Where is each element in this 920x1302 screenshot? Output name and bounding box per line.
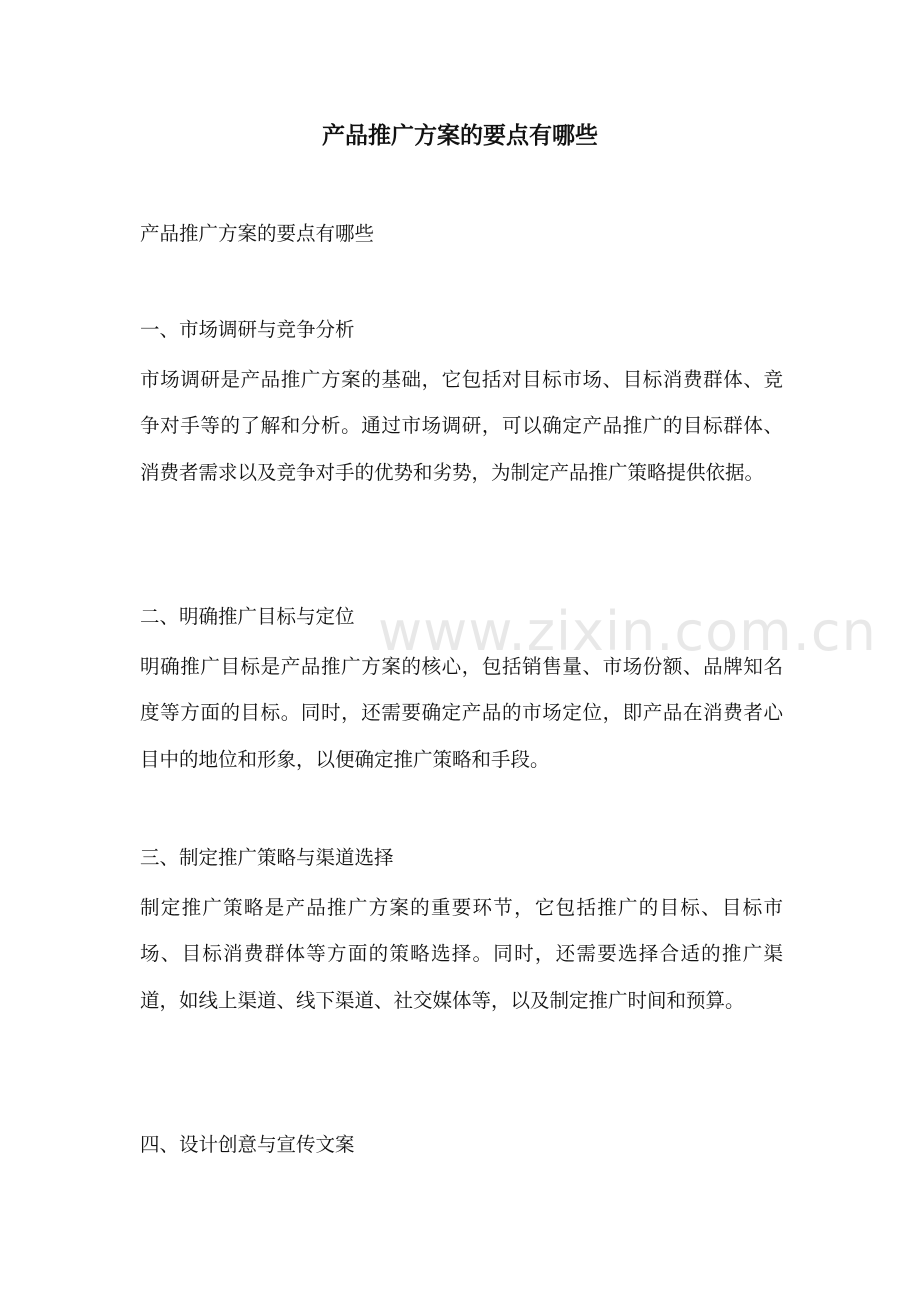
- watermark: www.zixin.com.cn: [378, 600, 877, 663]
- document-subtitle: 产品推广方案的要点有哪些: [140, 222, 375, 245]
- section-heading-4: 四、设计创意与宣传文案: [140, 1133, 355, 1156]
- section-heading-1: 一、市场调研与竞争分析: [140, 318, 355, 341]
- section-body-3: 制定推广策略是产品推广方案的重要环节，它包括推广的目标、目标市场、目标消费群体等方面的策略选择。同时，还需要选择合适的推广渠道，如线上渠道、线下渠道、社交媒体等，以及制定推广时间和预算。: [140, 896, 783, 1012]
- section-heading-3: 三、制定推广策略与渠道选择: [140, 846, 394, 869]
- section-body-1: 市场调研是产品推广方案的基础，它包括对目标市场、目标消费群体、竞争对手等的了解和分析。通过市场调研，可以确定产品推广的目标群体、消费者需求以及竞争对手的优势和劣势，为制定产品推广策略提供依据。: [140, 368, 783, 484]
- section-heading-2: 二、明确推广目标与定位: [140, 605, 355, 628]
- section-body-2: 明确推广目标是产品推广方案的核心，包括销售量、市场份额、品牌知名度等方面的目标。同时，还需要确定产品的市场定位，即产品在消费者心目中的地位和形象，以便确定推广策略和手段。: [140, 655, 783, 771]
- document-title: 产品推广方案的要点有哪些: [322, 122, 598, 149]
